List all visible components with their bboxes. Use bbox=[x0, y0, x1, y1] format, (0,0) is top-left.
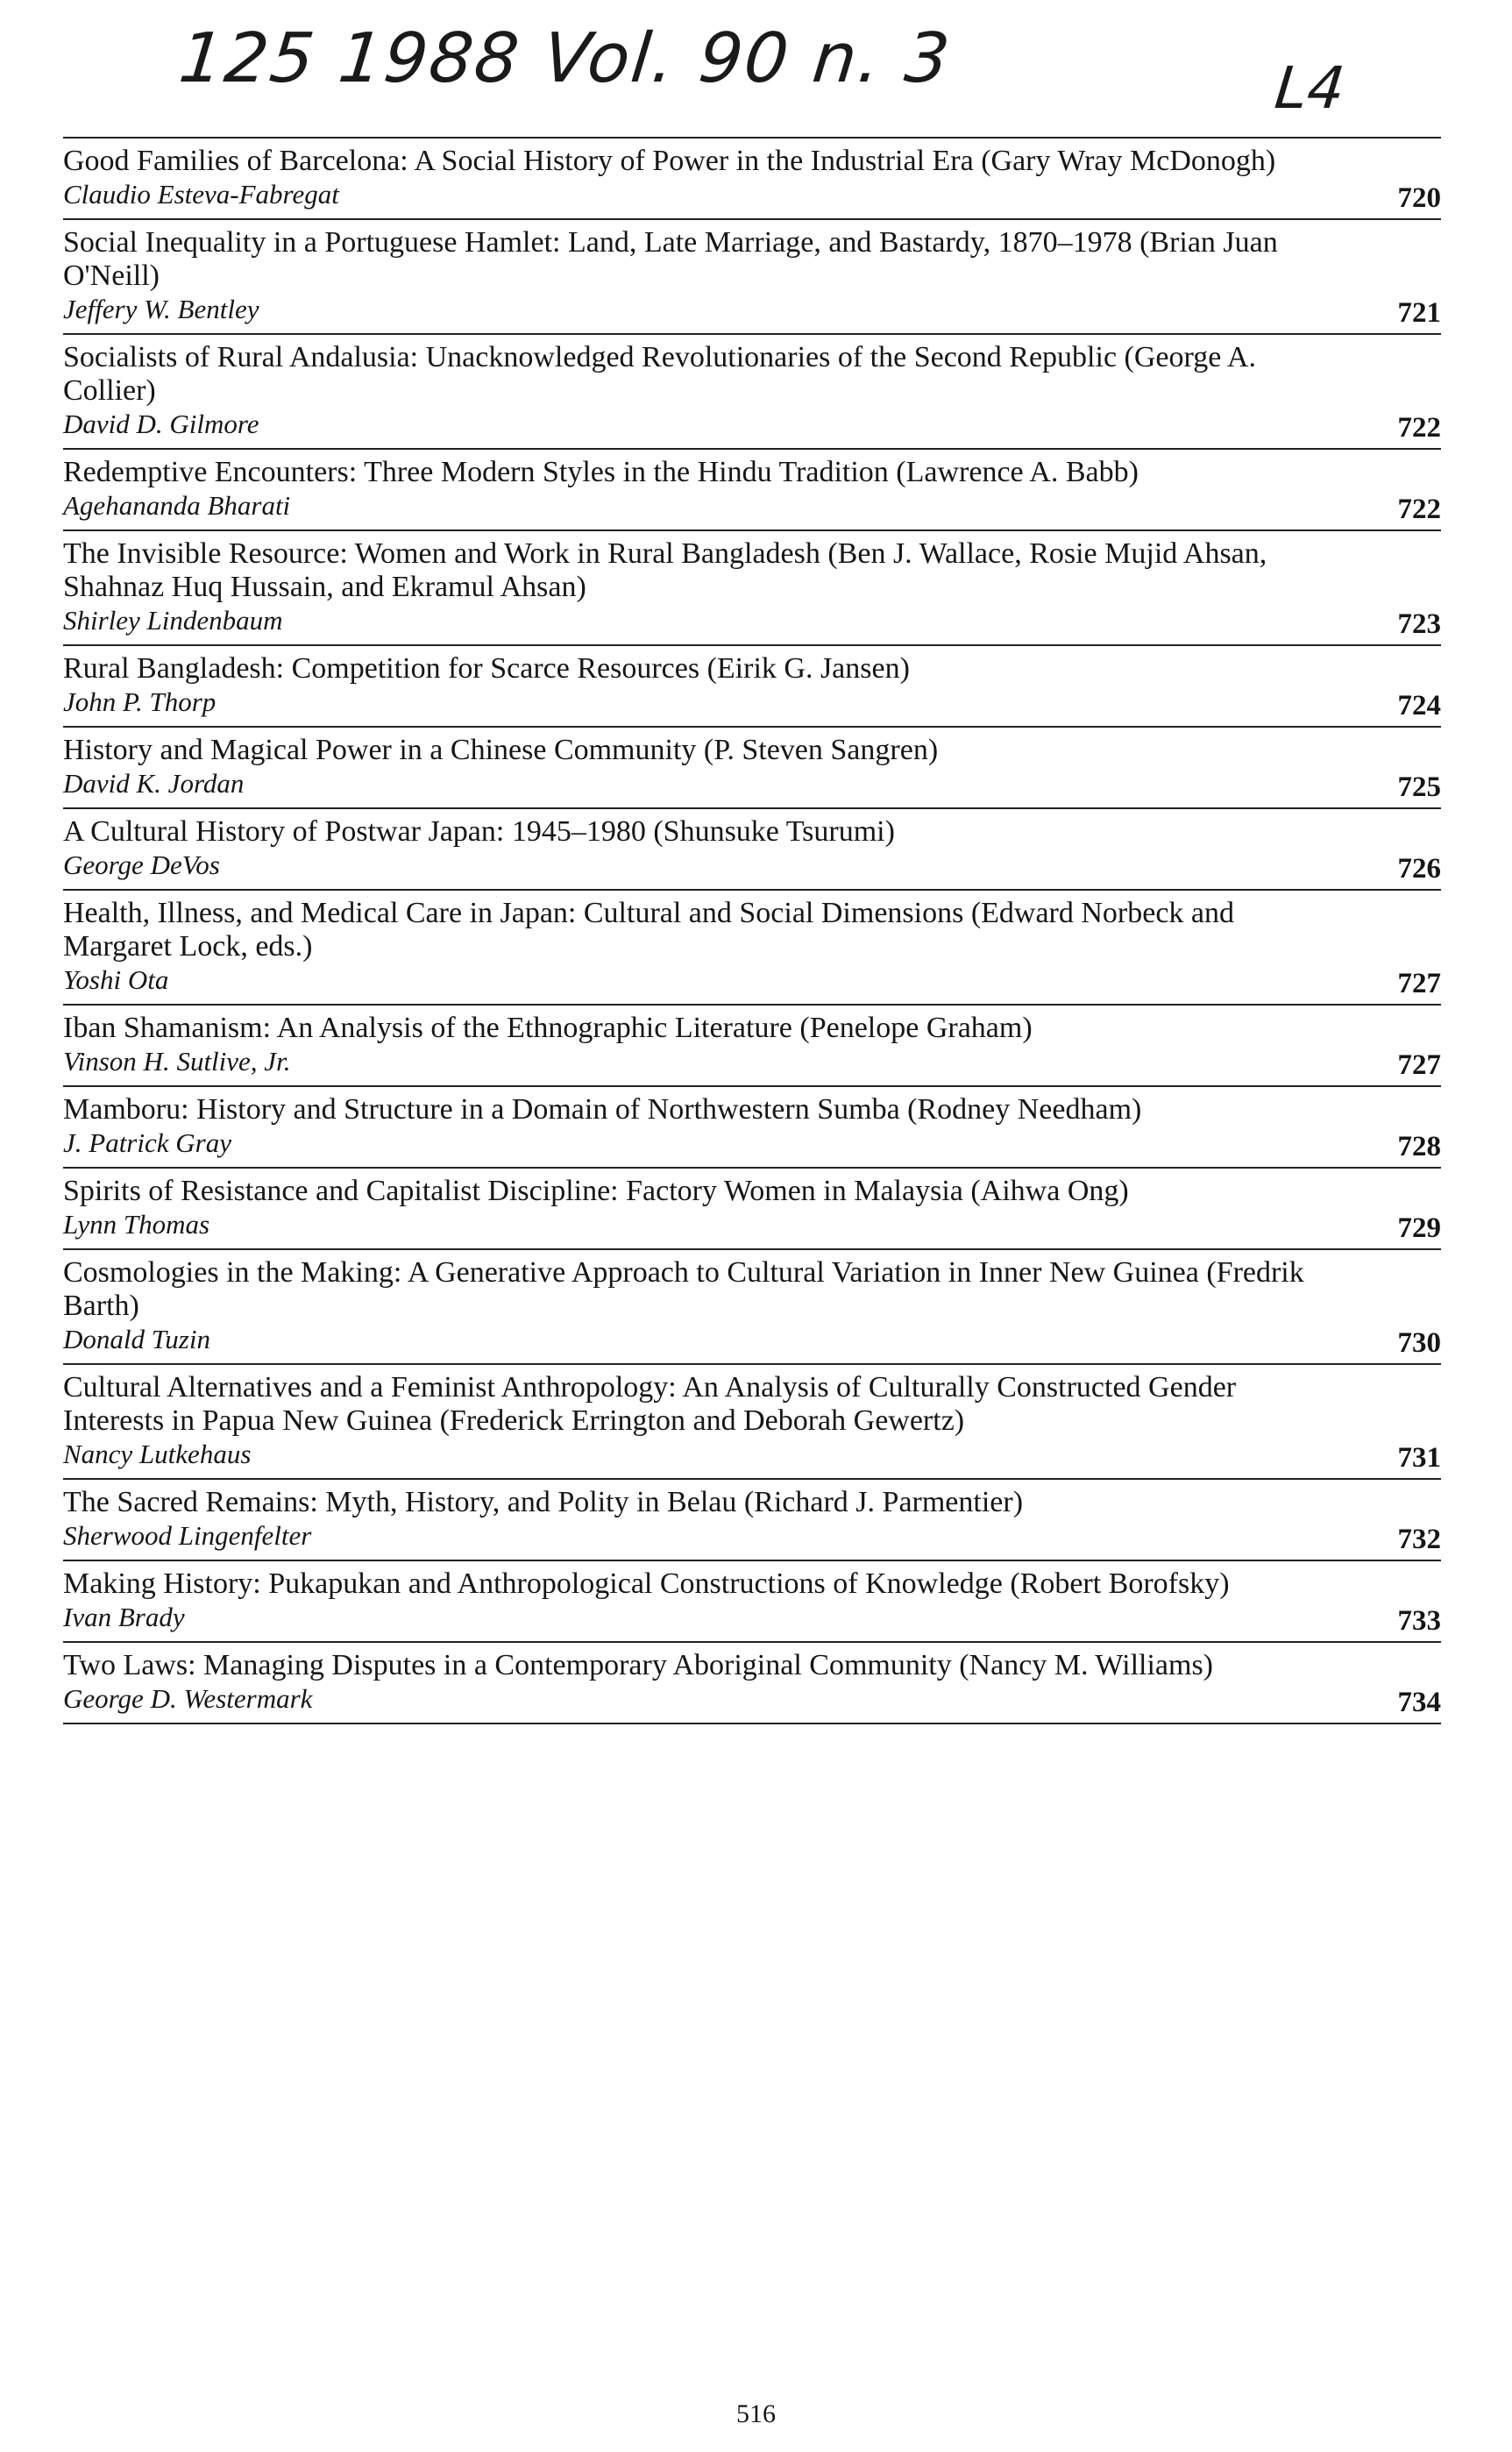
review-entry bbox=[63, 139, 1441, 220]
review-page-number: 724 bbox=[1397, 690, 1441, 721]
review-page-number: 727 bbox=[1397, 1049, 1441, 1081]
review-reviewer-name: David K. Jordan bbox=[63, 768, 245, 799]
review-entry bbox=[63, 531, 1441, 646]
review-page-number: 720 bbox=[1397, 182, 1441, 214]
review-reviewer-name: J. Patrick Gray bbox=[63, 1127, 231, 1158]
review-entry bbox=[63, 1365, 1441, 1480]
review-entry bbox=[63, 809, 1441, 891]
handwritten-volume-note: 125 1988 Vol. 90 n. 3 bbox=[175, 19, 955, 98]
review-page-number: 732 bbox=[1397, 1524, 1441, 1555]
review-reviewer-name: Claudio Esteva-Fabregat bbox=[63, 179, 339, 210]
review-reviewer-name: John P. Thorp bbox=[63, 686, 217, 717]
review-reviewer-name: Sherwood Lingenfelter bbox=[63, 1520, 312, 1551]
review-reviewer-name: Ivan Brady bbox=[63, 1602, 185, 1632]
review-book-title: Redemptive Encounters: Three Modern Styles in the Hindu Tradition (Lawrence A. Babb) bbox=[63, 456, 1139, 488]
review-reviewer-name: Donald Tuzin bbox=[63, 1324, 210, 1354]
review-page-number: 730 bbox=[1397, 1327, 1441, 1359]
review-entry bbox=[63, 1087, 1441, 1169]
review-reviewer-name: George D. Westermark bbox=[63, 1683, 313, 1714]
review-entry bbox=[63, 1561, 1441, 1643]
review-book-title: A Cultural History of Postwar Japan: 1945–1980 (Shunsuke Tsurumi) bbox=[63, 815, 895, 848]
review-book-title: Rural Bangladesh: Competition for Scarce Resources (Eirik G. Jansen) bbox=[63, 652, 910, 685]
review-book-title: The Sacred Remains: Myth, History, and Polity in Belau (Richard J. Parmentier) bbox=[63, 1486, 1024, 1518]
review-reviewer-name: Jeffery W. Bentley bbox=[63, 294, 259, 324]
review-entry bbox=[63, 450, 1441, 531]
review-reviewer-name: Lynn Thomas bbox=[63, 1209, 210, 1240]
review-entry bbox=[63, 728, 1441, 809]
review-reviewer-name: Shirley Lindenbaum bbox=[63, 605, 283, 636]
review-page-number: 723 bbox=[1397, 608, 1441, 640]
review-book-title: Mamboru: History and Structure in a Domain of Northwestern Sumba (Rodney Needham) bbox=[63, 1093, 1142, 1126]
review-page-number: 722 bbox=[1397, 494, 1441, 525]
handwritten-tag: L4 bbox=[1271, 54, 1348, 122]
review-reviewer-name: Nancy Lutkehaus bbox=[63, 1439, 252, 1469]
page-number: 516 bbox=[736, 2399, 776, 2428]
review-entry bbox=[63, 1643, 1441, 1724]
review-page-number: 726 bbox=[1397, 853, 1441, 885]
review-entry bbox=[63, 1250, 1441, 1365]
review-book-title: Making History: Pukapukan and Anthropological Constructions of Knowledge (Robert Borofsky) bbox=[63, 1567, 1230, 1600]
review-page-number: 729 bbox=[1397, 1212, 1441, 1244]
review-reviewer-name: David D. Gilmore bbox=[63, 409, 259, 439]
review-reviewer-name: George DeVos bbox=[63, 849, 220, 880]
review-entry bbox=[63, 891, 1441, 1006]
review-page-number: 733 bbox=[1397, 1605, 1441, 1637]
review-book-title: Two Laws: Managing Disputes in a Contemporary Aboriginal Community (Nancy M. Williams) bbox=[63, 1649, 1214, 1681]
review-book-title: History and Magical Power in a Chinese Community (P. Steven Sangren) bbox=[63, 734, 939, 766]
review-page-number: 731 bbox=[1397, 1442, 1441, 1474]
review-page-number: 734 bbox=[1397, 1687, 1441, 1718]
review-reviewer-name: Vinson H. Sutlive, Jr. bbox=[63, 1046, 291, 1077]
review-entry bbox=[63, 646, 1441, 728]
review-book-title: Health, Illness, and Medical Care in Japan: Cultural and Social Dimensions (Edward Norbeck and Margaret Lock, eds.) bbox=[63, 897, 1235, 963]
review-page-number: 725 bbox=[1397, 771, 1441, 803]
review-entry bbox=[63, 220, 1441, 335]
review-page-number: 722 bbox=[1397, 412, 1441, 444]
review-entry bbox=[63, 1006, 1441, 1087]
review-page-number: 728 bbox=[1397, 1131, 1441, 1162]
review-reviewer-name: Yoshi Ota bbox=[63, 964, 169, 995]
review-book-title: Cultural Alternatives and a Feminist Anthropology: An Analysis of Culturally Constructed Gender Interests in Papua New Guinea (Frederick Errington and Deborah Gewertz) bbox=[63, 1371, 1237, 1437]
review-book-title: Good Families of Barcelona: A Social History of Power in the Industrial Era (Gary Wray McDonogh) bbox=[63, 145, 1276, 177]
review-book-title: Socialists of Rural Andalusia: Unacknowledged Revolutionaries of the Second Republic (George A. Collier) bbox=[63, 341, 1256, 407]
review-book-title: Cosmologies in the Making: A Generative Approach to Cultural Variation in Inner New Guinea (Fredrik Barth) bbox=[63, 1256, 1304, 1322]
review-book-title: Iban Shamanism: An Analysis of the Ethnographic Literature (Penelope Graham) bbox=[63, 1012, 1033, 1044]
review-page-number: 727 bbox=[1397, 968, 1441, 999]
review-entry bbox=[63, 335, 1441, 450]
book-review-list bbox=[63, 137, 1441, 1724]
review-entry bbox=[63, 1169, 1441, 1250]
review-book-title: The Invisible Resource: Women and Work in Rural Bangladesh (Ben J. Wallace, Rosie Mujid Ahsan, Shahnaz Huq Hussain, and Ekramul Ahsan) bbox=[63, 537, 1267, 603]
handwritten-annotation bbox=[175, 19, 1512, 151]
review-entry bbox=[63, 1480, 1441, 1561]
review-page-number: 721 bbox=[1397, 297, 1441, 329]
review-book-title: Spirits of Resistance and Capitalist Discipline: Factory Women in Malaysia (Aihwa Ong) bbox=[63, 1175, 1129, 1207]
review-book-title: Social Inequality in a Portuguese Hamlet: Land, Late Marriage, and Bastardy, 1870–1978 (Brian Juan O'Neill) bbox=[63, 226, 1278, 292]
review-reviewer-name: Agehananda Bharati bbox=[63, 490, 291, 521]
